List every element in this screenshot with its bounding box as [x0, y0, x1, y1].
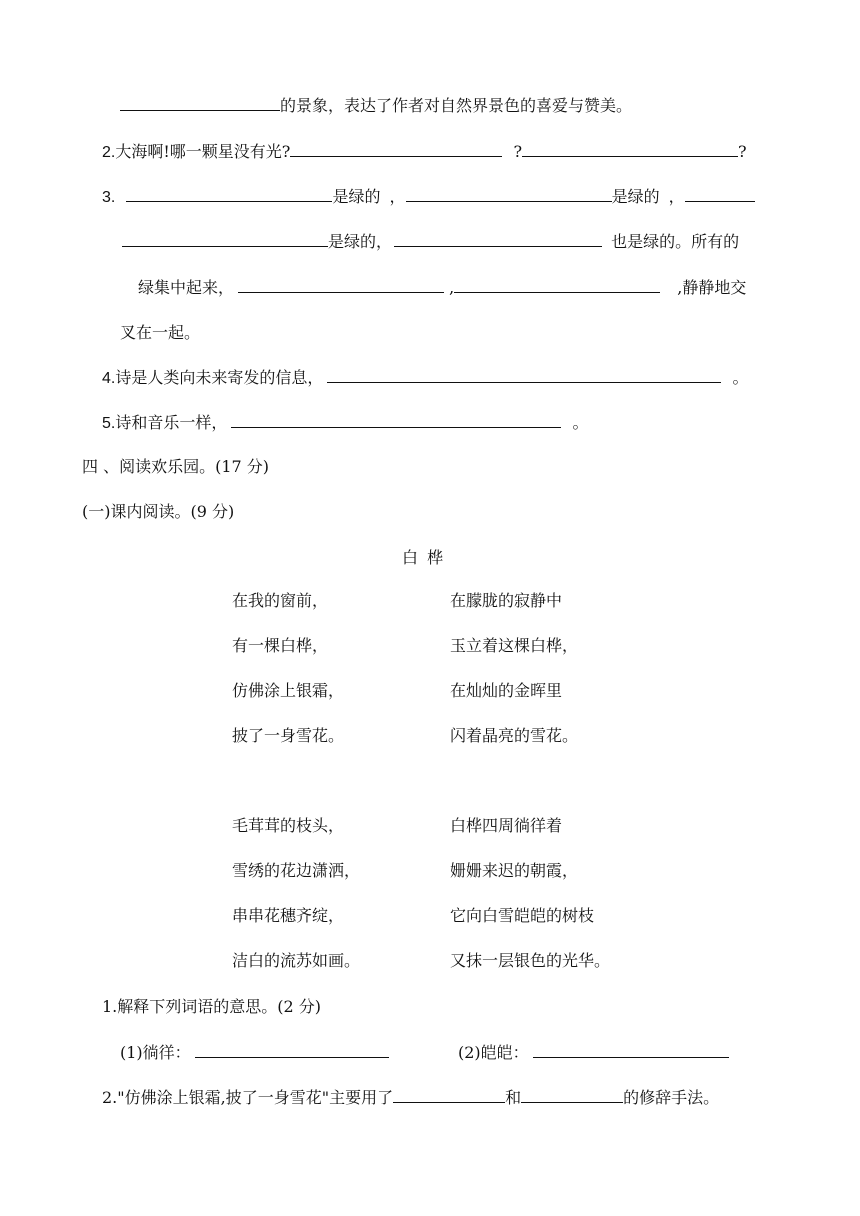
question-text: 大海啊!哪一颗星没有光?	[115, 142, 291, 161]
poem-title: 白 桦	[402, 548, 446, 567]
poem-line: 它向白雪皑皑的树枝	[450, 906, 595, 925]
line-text: 绿集中起来，	[138, 278, 235, 297]
reading-question-1b	[458, 1041, 729, 1063]
poem-line: 洁白的流苏如画。	[232, 951, 361, 970]
question-5	[102, 411, 588, 433]
question-text: 的修辞手法。	[623, 1088, 720, 1107]
answer-blank[interactable]	[122, 230, 328, 247]
answer-blank[interactable]	[290, 140, 502, 157]
poem-line: 仿佛涂上银霜，	[232, 681, 345, 700]
question-3-line-3	[138, 276, 746, 298]
question-3-line-1	[102, 185, 755, 207]
question-text: 和	[505, 1088, 522, 1107]
question-3-line-4	[120, 322, 200, 344]
answer-blank[interactable]	[533, 1041, 729, 1058]
line-text: 也是绿的。所有的	[611, 232, 740, 251]
line-text: 的景象，表达了作者对自然界景色的喜爱与赞美。	[280, 96, 633, 115]
reading-question-1	[102, 996, 321, 1018]
reading-question-2	[102, 1086, 719, 1108]
comma: ，	[668, 187, 685, 206]
poem-line: 在朦胧的寂静中	[450, 591, 563, 610]
question-text: 2."仿佛涂上银霜,披了一身雪花"主要用了	[102, 1088, 394, 1107]
poem-line: 玉立着这棵白桦，	[450, 636, 579, 655]
line-text: 是绿的	[332, 187, 381, 206]
answer-blank[interactable]	[393, 1086, 505, 1103]
question-number: 4.	[102, 370, 116, 387]
poem-line: 又抹一层银色的光华。	[450, 951, 611, 970]
line-text: 是绿的	[611, 187, 660, 206]
comma: ,	[449, 278, 455, 297]
answer-blank[interactable]	[454, 276, 660, 293]
answer-blank[interactable]	[406, 185, 612, 202]
section-heading	[82, 456, 269, 478]
fill-line-1	[120, 94, 632, 116]
question-text: 诗和音乐一样，	[115, 413, 228, 432]
subsection-heading	[82, 501, 234, 523]
subsection-heading-text: (一)课内阅读。(9 分)	[82, 502, 235, 521]
poem-line: 在我的窗前，	[232, 591, 329, 610]
question-number: 3.	[102, 189, 116, 206]
line-text: ,静静地交	[677, 278, 747, 297]
poem-line: 在灿灿的金晖里	[450, 681, 563, 700]
poem-line: 闪着晶亮的雪花。	[450, 726, 579, 745]
section-heading-text: 四 、阅读欢乐园。(17 分)	[82, 457, 270, 476]
poem-line: 披了一身雪花。	[232, 726, 345, 745]
poem-line: 毛茸茸的枝头，	[232, 816, 345, 835]
question-text: 诗是人类向未来寄发的信息，	[115, 368, 324, 387]
answer-blank[interactable]	[231, 411, 561, 428]
answer-blank[interactable]	[522, 140, 738, 157]
line-text: 叉在一起。	[120, 323, 201, 342]
answer-blank[interactable]	[195, 1041, 389, 1058]
question-label: (1)徜徉：	[120, 1043, 191, 1062]
answer-blank[interactable]	[120, 94, 280, 111]
reading-question-1a	[120, 1041, 389, 1063]
answer-blank[interactable]	[685, 185, 755, 202]
question-4	[102, 366, 748, 388]
comma: ，	[389, 187, 406, 206]
question-label: (2)皑皑：	[458, 1043, 529, 1062]
answer-blank[interactable]	[327, 366, 721, 383]
question-mark: ?	[738, 142, 747, 161]
line-text: 是绿的，	[328, 232, 393, 251]
question-text: 1.解释下列词语的意思。(2 分)	[102, 997, 322, 1016]
answer-blank[interactable]	[521, 1086, 623, 1103]
question-3-line-2	[122, 230, 739, 252]
question-mark: ?	[513, 142, 523, 161]
poem-line: 白桦四周徜徉着	[450, 816, 563, 835]
answer-blank[interactable]	[394, 230, 602, 247]
question-number: 2.	[102, 144, 116, 161]
poem-line: 雪绣的花边潇洒，	[232, 861, 361, 880]
period: 。	[572, 413, 589, 432]
question-number: 5.	[102, 415, 116, 432]
question-2	[102, 140, 747, 162]
answer-blank[interactable]	[238, 276, 444, 293]
poem-line: 有一棵白桦，	[232, 636, 329, 655]
poem-line: 姗姗来迟的朝霞，	[450, 861, 579, 880]
poem-line: 串串花穗齐绽，	[232, 906, 345, 925]
period: 。	[732, 368, 749, 387]
answer-blank[interactable]	[126, 185, 332, 202]
